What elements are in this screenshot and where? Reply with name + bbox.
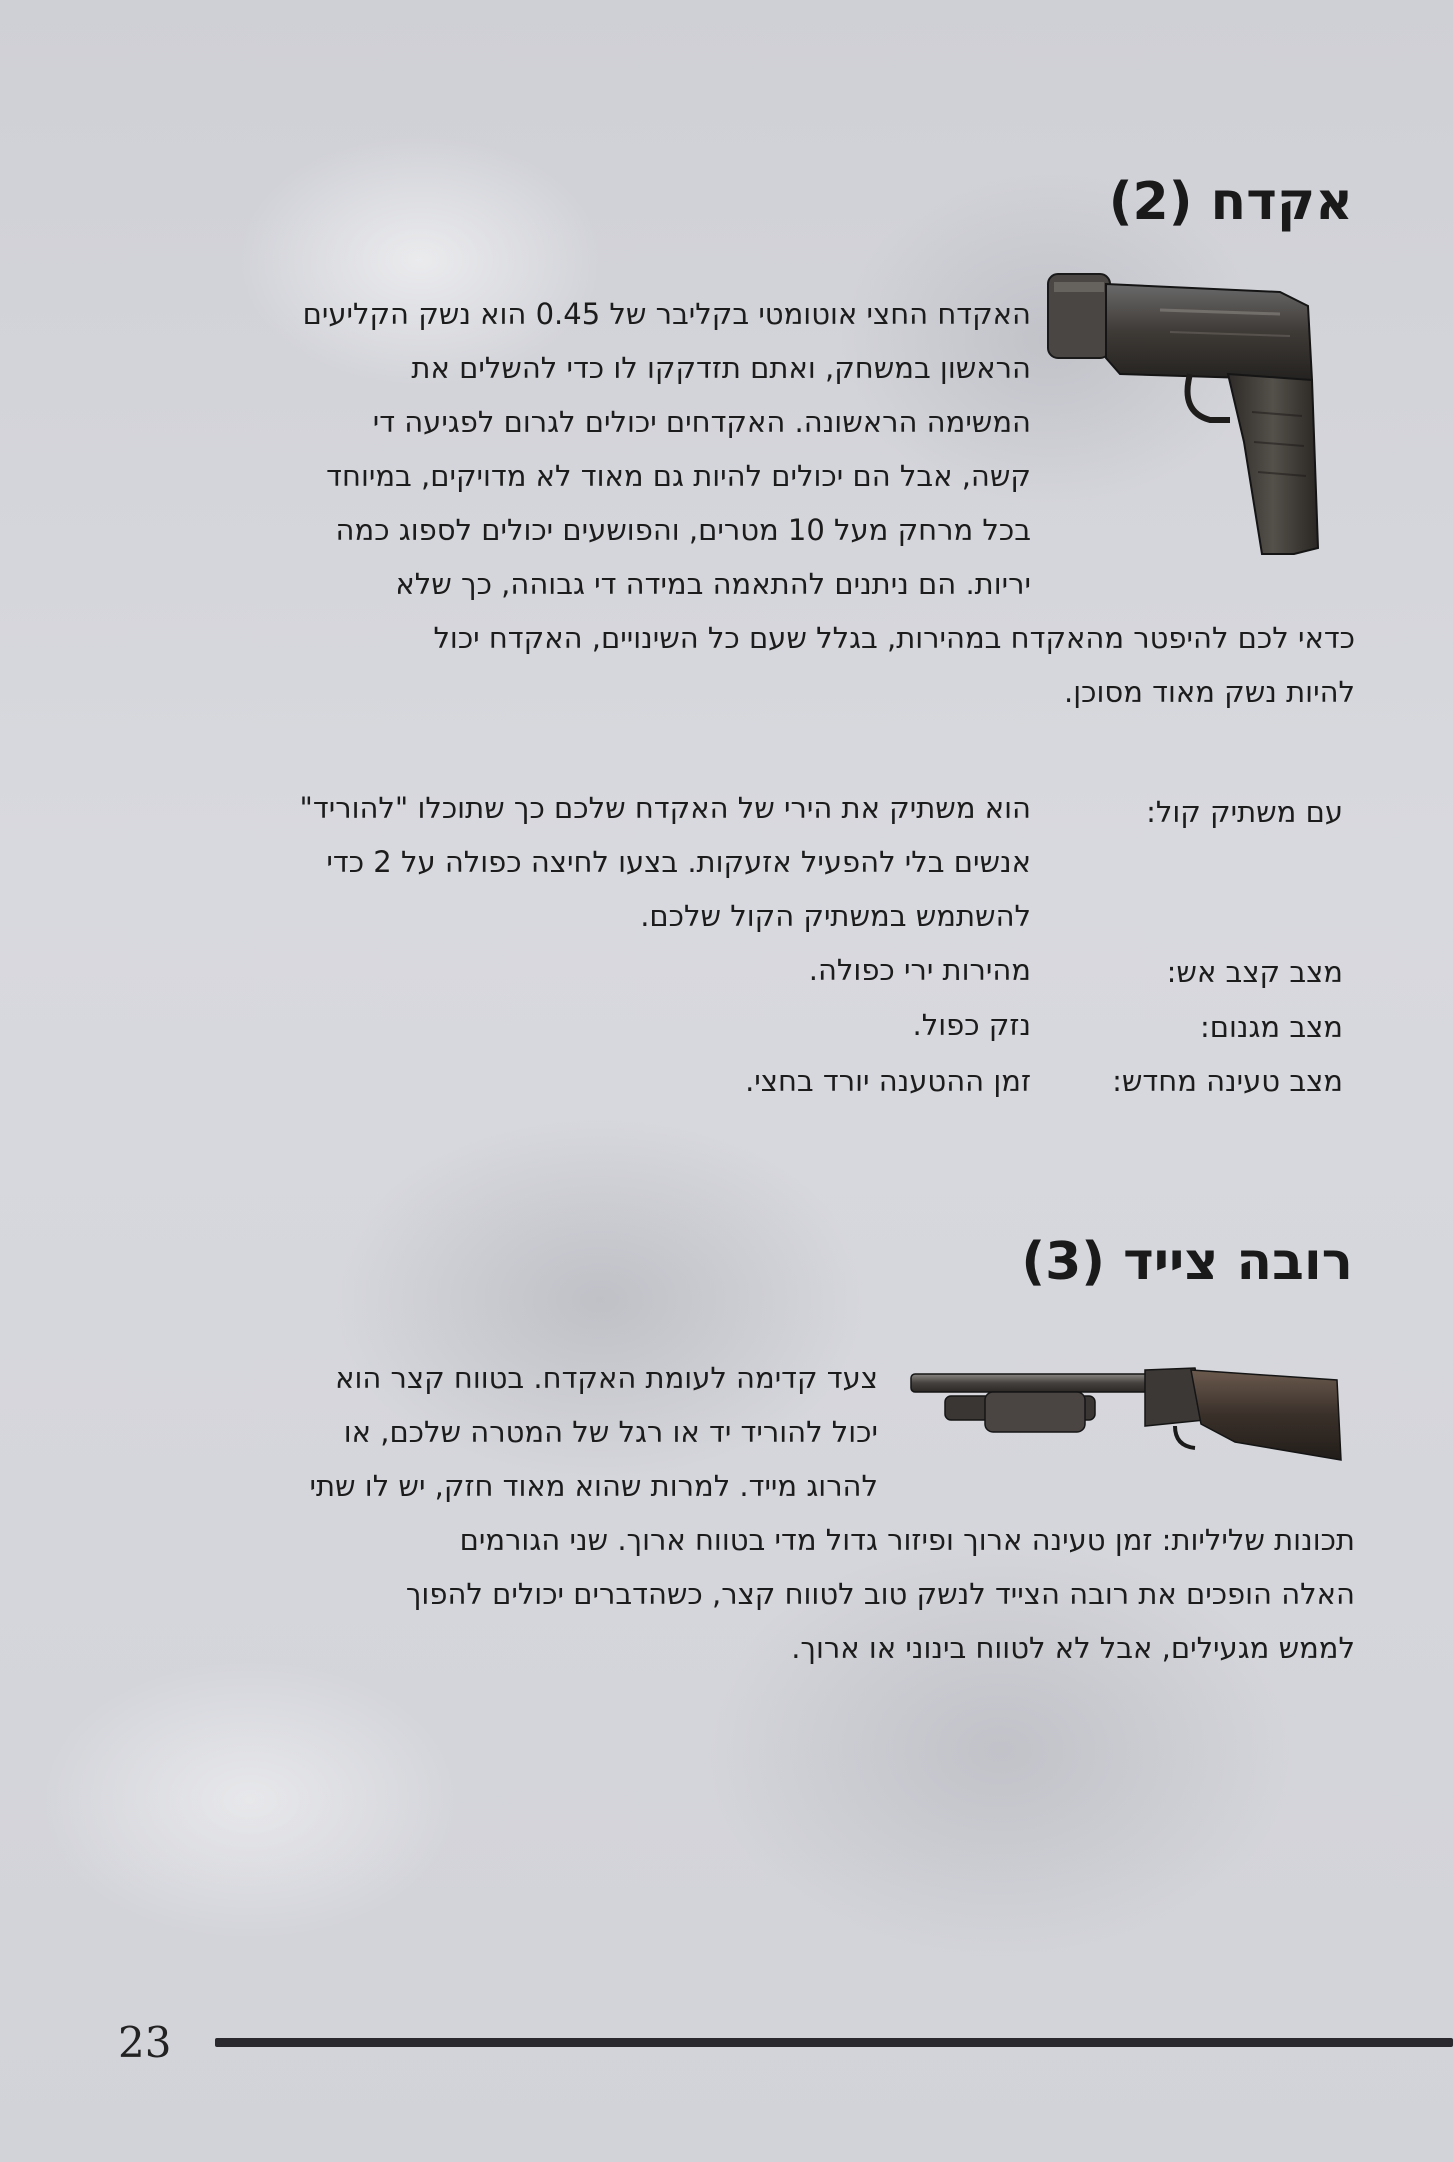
text-line: לממש מגעילים, אבל לא לטווח בינוני או ארוך. bbox=[791, 1631, 1355, 1665]
mode-label-magnum: מצב מגנום: bbox=[1199, 1010, 1343, 1044]
mode-desc-magnum: נזק כפול. bbox=[912, 1008, 1031, 1042]
mode-desc-fire-rate: מהירות ירי כפולה. bbox=[808, 953, 1031, 987]
shotgun-intro bbox=[118, 1351, 878, 1513]
text-line: להיות נשק מאוד מסוכן. bbox=[1064, 675, 1355, 709]
mode-label-silencer: עם משתיק קול: bbox=[1146, 795, 1343, 829]
text-line: כדאי לכם להיפטר מהאקדח במהירות, בגלל שעם כל השינויים, האקדח יכול bbox=[433, 621, 1355, 655]
footer-rule bbox=[215, 2038, 1453, 2047]
mode-desc-silencer-line: הוא משתיק את הירי של האקדח שלכם כך שתוכלו "להוריד" bbox=[299, 791, 1031, 825]
text-line: צעד קדימה לעומת האקדח. בטווח קצר הוא bbox=[335, 1361, 878, 1395]
pistol-intro bbox=[91, 287, 1031, 611]
text-line: קשה, אבל הם יכולים להיות גם מאוד לא מדויקים, במיוחד bbox=[326, 459, 1031, 493]
section-heading-pistol: אקדח (2) bbox=[1108, 172, 1353, 232]
text-line: תכונות שליליות: זמן טעינה ארוך ופיזור גדול מדי בטווח ארוך. שני הגורמים bbox=[459, 1523, 1355, 1557]
mode-label-fire-rate: מצב קצב אש: bbox=[1166, 955, 1343, 989]
pistol-continuation bbox=[95, 611, 1355, 719]
page-number: 23 bbox=[118, 2018, 172, 2067]
mode-label-reload: מצב טעינה מחדש: bbox=[1112, 1064, 1343, 1098]
text-line: יריות. הם ניתנים להתאמה במידה די גבוהה, כך שלא bbox=[395, 567, 1031, 601]
text-line: האקדח החצי אוטומטי בקליבר של 0.45 הוא נשק הקליעים bbox=[302, 297, 1031, 331]
text-line: הראשון במשחק, ואתם תזדקקו לו כדי להשלים את bbox=[411, 351, 1031, 385]
mode-desc-silencer-line: אנשים בלי להפעיל אזעקות. בצעו לחיצה כפולה על 2 כדי bbox=[326, 845, 1031, 879]
mode-desc-silencer-line: להשתמש במשתיק הקול שלכם. bbox=[640, 899, 1031, 933]
text-line: בכל מרחק מעל 10 מטרים, והפושעים יכולים לספוג כמה bbox=[335, 513, 1031, 547]
pistol-image bbox=[1040, 262, 1340, 572]
text-line: להרוג מייד. למרות שהוא מאוד חזק, יש לו שתי bbox=[309, 1469, 878, 1503]
text-line: המשימה הראשונה. האקדחים יכולים לגרום לפגיעה די bbox=[372, 405, 1031, 439]
shotgun-continuation bbox=[95, 1513, 1355, 1675]
mode-desc-reload: זמן ההטענה יורד בחצי. bbox=[745, 1064, 1031, 1098]
shotgun-image bbox=[905, 1360, 1345, 1470]
text-line: יכול להוריד יד או רגל של המטרה שלכם, או bbox=[343, 1415, 878, 1449]
section-heading-shotgun: רובה צייד (3) bbox=[1021, 1232, 1353, 1292]
text-line: האלה הופכים את רובה הצייד לנשק טוב לטווח קצר, כשהדברים יכולים להפוך bbox=[405, 1577, 1355, 1611]
